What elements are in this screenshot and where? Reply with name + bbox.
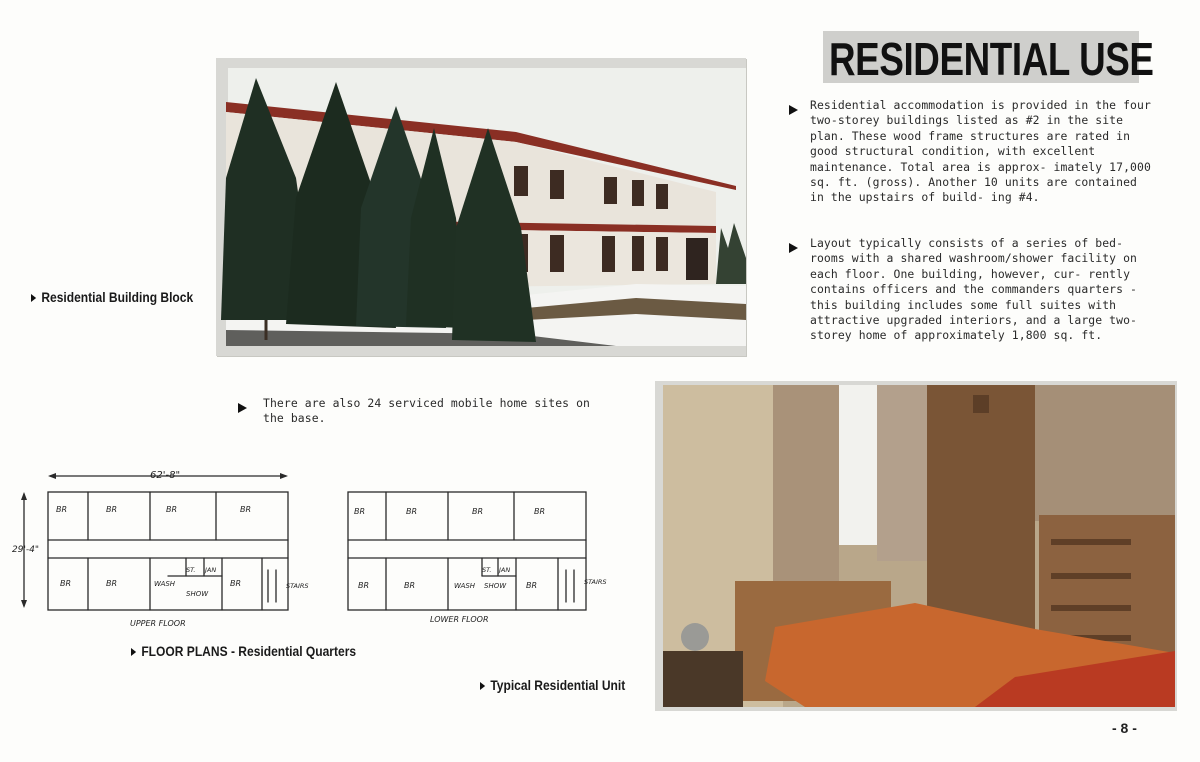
caption-building-text: Residential Building Block (41, 289, 194, 305)
room-photo (655, 381, 1177, 711)
room-br: BR (358, 581, 370, 590)
title-box (823, 31, 1154, 85)
bullet-mobile-homes (238, 396, 618, 427)
bullet-layout-text: Layout typically consists of a series of bed- rooms with a shared washroom/shower facility on each floor. One building, however, cur- rently contains officers and the commanders quarters - this building includes some full suites with attractive upgraded interiors, and a large two-storey home of approximately 1,800 sq. ft. (810, 236, 1138, 343)
caption-floor-plans (131, 643, 356, 659)
upper-floor-plan (48, 492, 309, 628)
lower-floor-label: LOWER FLOOR (430, 615, 489, 624)
lower-floor-plan (348, 492, 607, 624)
bullet-arrow-icon (789, 101, 804, 119)
building-photo (216, 58, 746, 356)
room-br: BR (526, 581, 538, 590)
room-br: BR (60, 579, 72, 588)
room-br: BR (406, 507, 418, 516)
caption-unit (480, 677, 625, 693)
upper-floor-label: UPPER FLOOR (130, 619, 186, 628)
room-br: BR (230, 579, 242, 588)
room-jan: JAN (205, 566, 217, 574)
bullet-arrow-icon (789, 239, 804, 257)
page-title: RESIDENTIAL USE (829, 33, 1154, 85)
caption-arrow-icon (480, 682, 485, 690)
bullet-mobile-homes-text: There are also 24 serviced mobile home sites on the base. (263, 396, 591, 426)
caption-unit-text: Typical Residential Unit (490, 677, 626, 693)
caption-building (31, 289, 193, 305)
room-br: BR (56, 505, 68, 514)
room-st: ST. (482, 566, 492, 574)
bullet-layout (789, 236, 1159, 344)
room-br: BR (404, 581, 416, 590)
room-br: BR (106, 579, 118, 588)
room-br: BR (166, 505, 178, 514)
floor-plans-sketch (10, 466, 620, 630)
room-show: SHOW (484, 582, 507, 590)
room-st: ST. (186, 566, 196, 574)
stairs-label: STAIRS (584, 578, 607, 586)
room-show: SHOW (186, 590, 209, 598)
width-dimension: 62'-8" (150, 470, 181, 481)
stairs-label: STAIRS (286, 582, 309, 590)
room-br: BR (472, 507, 484, 516)
room-wash: WASH (154, 580, 176, 588)
room-br: BR (240, 505, 252, 514)
bullet-accommodation-text: Residential accommodation is provided in the four two-storey buildings listed as #2 in the site plan. These wood frame structures are rated in good structural condition, with excellent maintenance. Total area is approx- imately 17,000 sq. ft. (gross). Another 10 units are contained in the upstairs of build- ing #4. (810, 98, 1151, 205)
bullet-arrow-icon (238, 399, 253, 417)
room-br: BR (534, 507, 546, 516)
room-br: BR (106, 505, 118, 514)
depth-dimension: 29'-4" (12, 545, 40, 555)
room-br: BR (354, 507, 366, 516)
caption-arrow-icon (31, 294, 36, 302)
room-wash: WASH (454, 582, 476, 590)
page-number: - 8 - (1112, 720, 1137, 736)
bullet-accommodation (789, 98, 1159, 206)
room-jan: JAN (499, 566, 511, 574)
caption-arrow-icon (131, 648, 136, 656)
caption-floor-plans-text: FLOOR PLANS - Residential Quarters (141, 643, 357, 659)
